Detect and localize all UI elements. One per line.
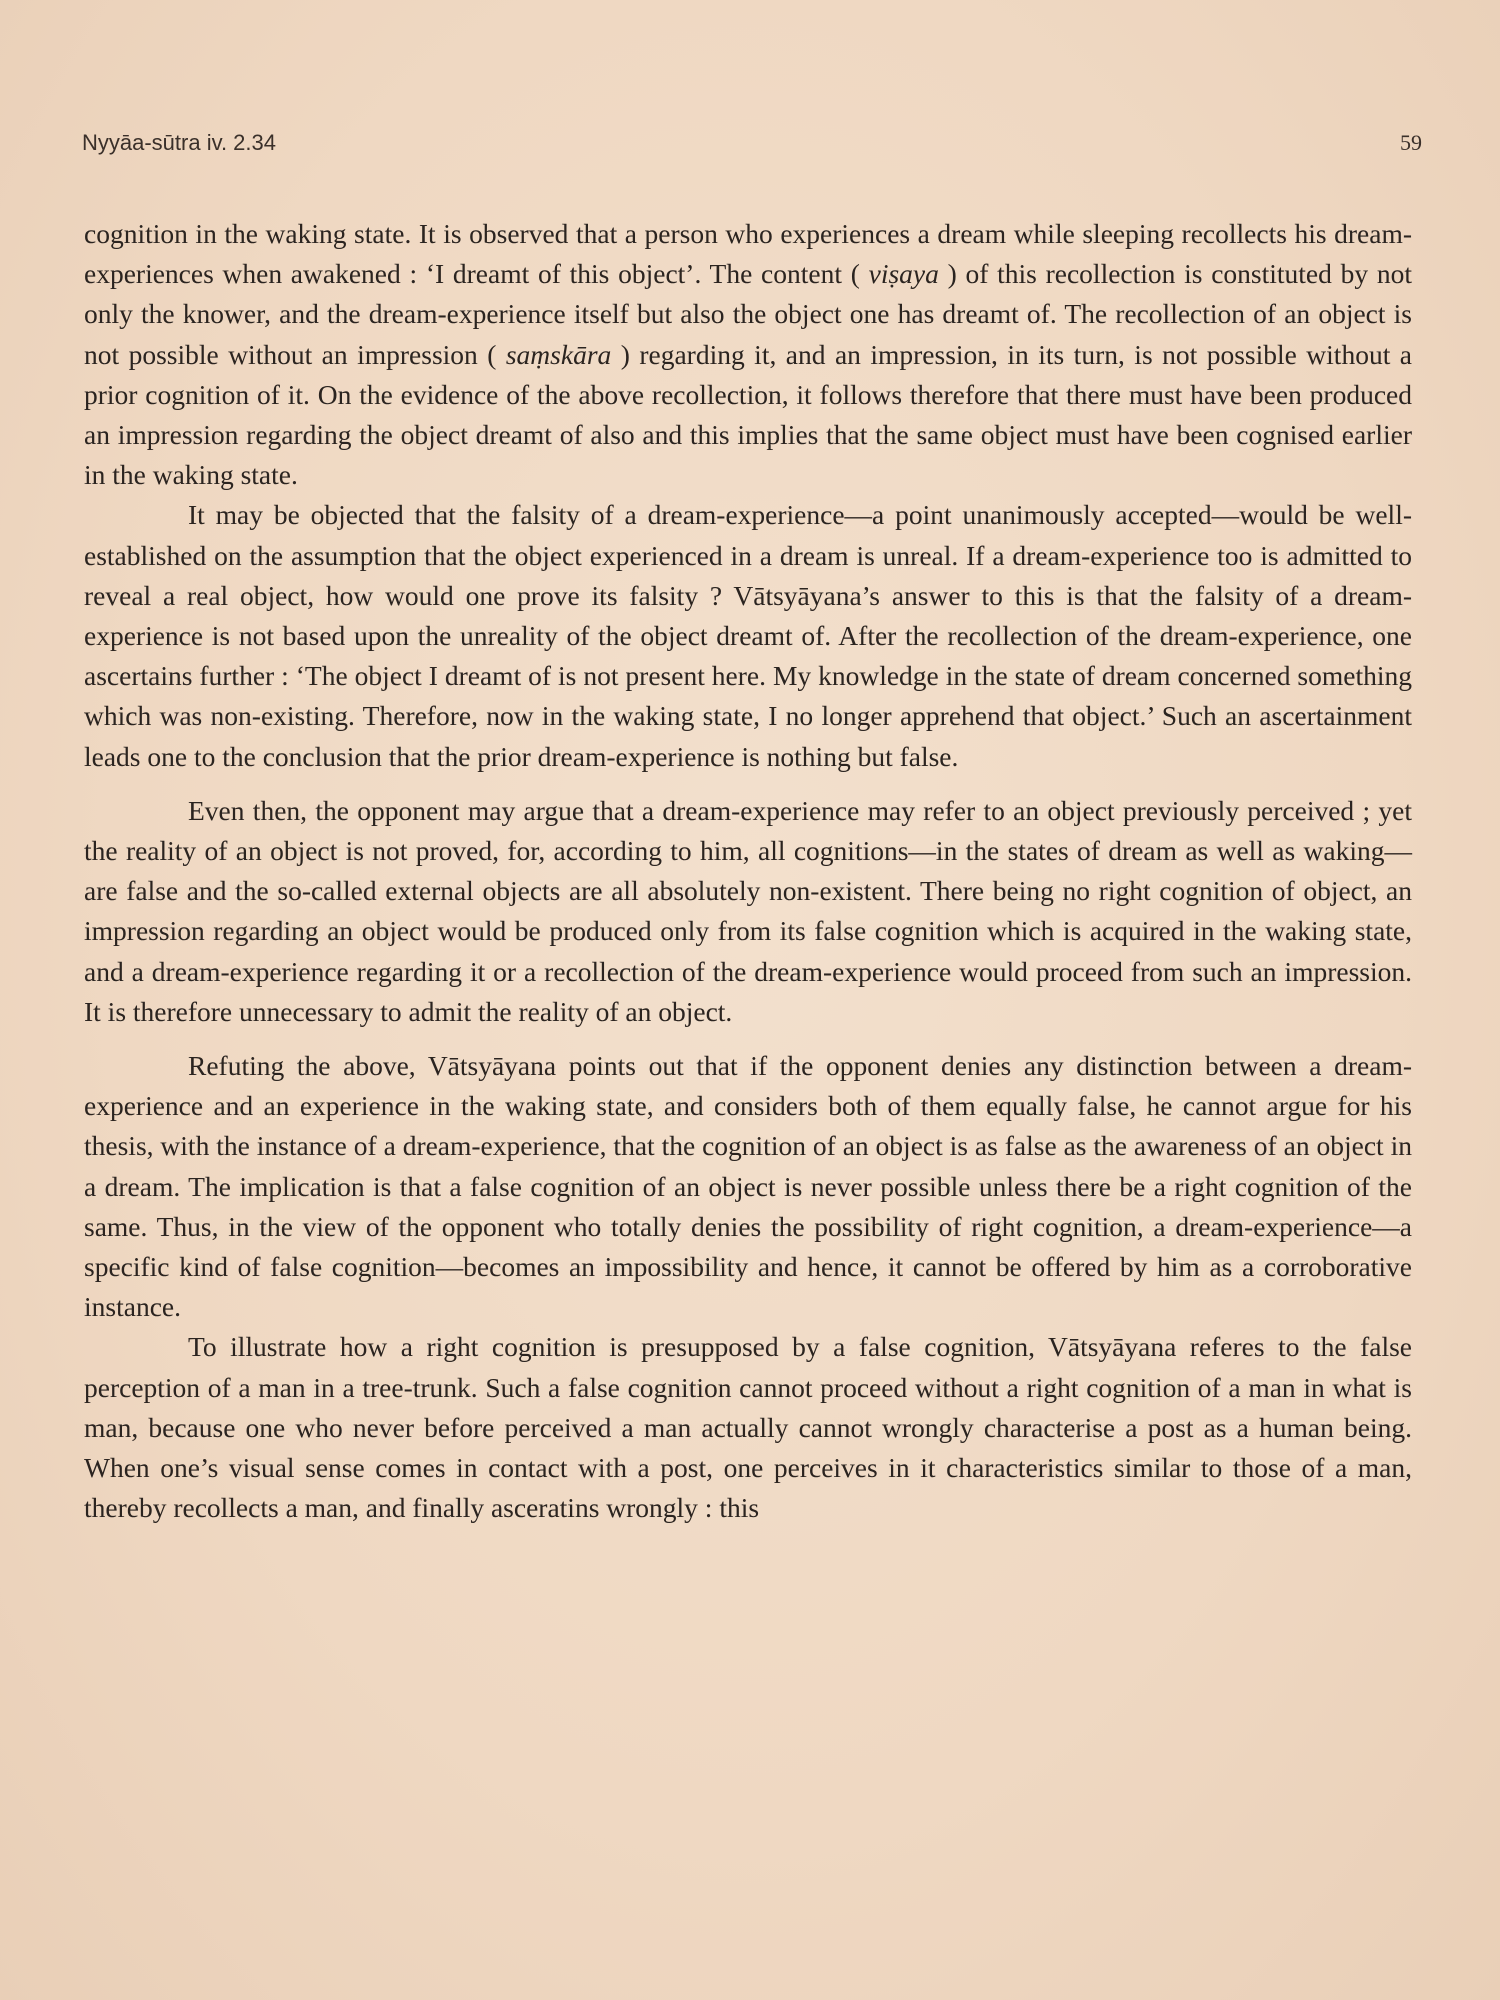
sanskrit-term: saṃskāra [505,338,612,370]
paragraph-text: ) of this recollection is constituted by not only the knower, and the dream-experience itself but also the object one has dreamt of. The recollection of an object is not possible without an impression ( [84,258,1412,370]
sanskrit-term: viṣaya [868,258,939,290]
running-title: Nyyāa-sūtra iv. 2.34 [82,130,277,155]
paragraph-text: cognition in the waking state. It is observed that a person who experiences a dream while sleeping recollects his dream-experiences when awakened : ‘I dreamt of this object’. The content ( [84,218,1412,290]
paragraph-text: ) regarding it, and an impression, in its turn, is not possible without a prior cognition of it. On the evidence of the above recollection, it follows therefore that there must have been produced an impression regarding the object dreamt of also and this implies that the same object must have been cognised earlier in the waking state. [84,338,1412,491]
paragraph-3: Even then, the opponent may argue that a dream-experience may refer to an object previously perceived ; yet the reality of an object is not proved, for, according to him, all cognitions—in the states of dream as well as waking—are false and the so-called external objects are all absolutely non-existent. There being no right cognition of object, an impression regarding an object would be produced only from its false cognition which is acquired in the waking state, and a dream-experience regarding it or a recollection of the dream-experience would proceed from such an impression. It is therefore unnecessary to admit the reality of an object. [84,794,1412,1027]
paragraph-5: To illustrate how a right cognition is presupposed by a false cognition, Vātsyāyana referes to the false perception of a man in a tree-trunk. Such a false cognition cannot proceed without a right cognition of a man in what is man, because one who never before perceived a man actually cannot wrongly characterise a post as a human being. When one’s visual sense comes in contact with a post, one perceives in it characteristics similar to those of a man, thereby recollects a man, and finally asceratins wrongly : this [84,1331,1412,1524]
body-text [84,214,1412,1529]
paragraph-1 [84,214,1412,495]
paragraph-2: It may be objected that the falsity of a dream-experience—a point unanimously accepted—would be well-established on the assumption that the object experienced in a dream is unreal. If a dream-experience too is admitted to reveal a real object, how would one prove its falsity ? Vātsyāyana’s answer to this is that the falsity of a dream-experience is not based upon the unreality of the object dreamt of. After the recollection of the dream-experience, one ascertains further : ‘The object I dreamt of is not present here. My knowledge in the state of dream concerned something which was non-existing. Therefore, now in the waking state, I no longer apprehend that object.’ Such an ascertainment leads one to the conclusion that the prior dream-experience is nothing but false. [84,499,1412,772]
page-number: 59 [1400,130,1422,155]
paragraph-4: Refuting the above, Vātsyāyana points out that if the opponent denies any distinction between a dream-experience and an experience in the waking state, and considers both of them equally false, he cannot argue for his thesis, with the instance of a dream-experience, that the cognition of an object is as false as the awareness of an object in a dream. The implication is that a false cognition of an object is never possible unless there be a right cognition of the same. Thus, in the view of the opponent who totally denies the possibility of right cognition, a dream-experience—a specific kind of false cognition—becomes an impossibility and hence, it cannot be offered by him as a corroborative instance. [84,1050,1412,1323]
running-head [82,130,1422,164]
